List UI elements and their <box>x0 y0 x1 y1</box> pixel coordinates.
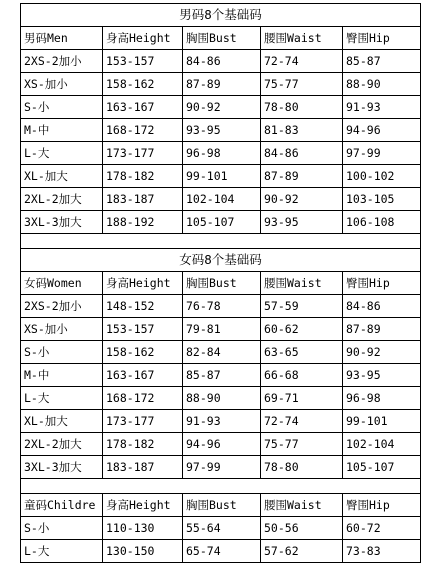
women-size-row <box>21 387 421 410</box>
men-table-cell: 100-102 <box>343 165 421 188</box>
section-spacer <box>21 234 421 249</box>
men-table-cell: 102-104 <box>183 188 261 211</box>
children-table-cell: L-大 <box>21 540 103 563</box>
women-size-row <box>21 456 421 479</box>
men-table-cell: 153-157 <box>103 50 183 73</box>
men-table-cell: 99-101 <box>183 165 261 188</box>
women-table-cell: 69-71 <box>261 387 343 410</box>
men-table-cell: 84-86 <box>183 50 261 73</box>
women-table-cell: 88-90 <box>183 387 261 410</box>
men-table-cell: 106-108 <box>343 211 421 234</box>
men-size-row <box>21 211 421 234</box>
children-table-cell: 65-74 <box>183 540 261 563</box>
men-table-cell: 158-162 <box>103 73 183 96</box>
men-table-cell: 173-177 <box>103 142 183 165</box>
women-table-cell: 57-59 <box>261 295 343 318</box>
women-header-cell: 身高Height <box>103 272 183 295</box>
women-table-cell: L-大 <box>21 387 103 410</box>
men-header-row <box>21 27 421 50</box>
men-section-title: 男码8个基础码 <box>21 4 421 27</box>
men-size-row <box>21 142 421 165</box>
women-table-cell: 87-89 <box>343 318 421 341</box>
men-table-cell: 183-187 <box>103 188 183 211</box>
men-table-cell: 81-83 <box>261 119 343 142</box>
women-table-cell: 2XS-2加小 <box>21 295 103 318</box>
women-table-cell: 96-98 <box>343 387 421 410</box>
women-table-cell: 178-182 <box>103 433 183 456</box>
women-header-cell: 女码Women <box>21 272 103 295</box>
men-table-cell: L-大 <box>21 142 103 165</box>
children-header-cell: 童码Childre <box>21 494 103 517</box>
women-table-cell: 105-107 <box>343 456 421 479</box>
men-table-cell: 87-89 <box>183 73 261 96</box>
women-table-cell: 63-65 <box>261 341 343 364</box>
women-table-cell: 90-92 <box>343 341 421 364</box>
men-table-cell: M-中 <box>21 119 103 142</box>
women-size-row <box>21 295 421 318</box>
women-table-cell: S-小 <box>21 341 103 364</box>
men-table-cell: 84-86 <box>261 142 343 165</box>
men-size-row <box>21 119 421 142</box>
men-header-cell: 臀围Hip <box>343 27 421 50</box>
women-header-cell: 胸围Bust <box>183 272 261 295</box>
women-table-cell: 99-101 <box>343 410 421 433</box>
men-table-cell: 93-95 <box>261 211 343 234</box>
women-table-cell: 66-68 <box>261 364 343 387</box>
children-table-cell: 57-62 <box>261 540 343 563</box>
men-table-cell: 3XL-3加大 <box>21 211 103 234</box>
children-table-cell: 60-72 <box>343 517 421 540</box>
women-table-cell: 79-81 <box>183 318 261 341</box>
men-table-cell: 90-92 <box>183 96 261 119</box>
children-size-row <box>21 540 421 563</box>
women-table-cell: 158-162 <box>103 341 183 364</box>
men-table-cell: 2XL-2加大 <box>21 188 103 211</box>
women-table-cell: 60-62 <box>261 318 343 341</box>
women-table-cell: 78-80 <box>261 456 343 479</box>
women-table-cell: 93-95 <box>343 364 421 387</box>
men-size-row <box>21 73 421 96</box>
men-table-cell: 75-77 <box>261 73 343 96</box>
men-table-cell: 163-167 <box>103 96 183 119</box>
women-table-cell: 102-104 <box>343 433 421 456</box>
women-table-cell: 72-74 <box>261 410 343 433</box>
women-section-title: 女码8个基础码 <box>21 249 421 272</box>
women-size-row <box>21 364 421 387</box>
men-size-row <box>21 165 421 188</box>
men-table-cell: 91-93 <box>343 96 421 119</box>
children-header-cell: 身高Height <box>103 494 183 517</box>
size-chart-table <box>20 3 421 563</box>
women-table-cell: 91-93 <box>183 410 261 433</box>
women-table-cell: 183-187 <box>103 456 183 479</box>
women-table-cell: 153-157 <box>103 318 183 341</box>
women-table-cell: XS-加小 <box>21 318 103 341</box>
men-size-row <box>21 96 421 119</box>
women-header-cell: 臀围Hip <box>343 272 421 295</box>
women-table-cell: 97-99 <box>183 456 261 479</box>
men-table-cell: 88-90 <box>343 73 421 96</box>
size-chart-sheet <box>20 3 420 563</box>
women-title-row <box>21 249 421 272</box>
children-header-row <box>21 494 421 517</box>
men-header-cell: 胸围Bust <box>183 27 261 50</box>
men-table-cell: 72-74 <box>261 50 343 73</box>
men-header-cell: 腰围Waist <box>261 27 343 50</box>
men-title-row <box>21 4 421 27</box>
women-table-cell: 2XL-2加大 <box>21 433 103 456</box>
men-table-cell: XL-加大 <box>21 165 103 188</box>
women-table-cell: 168-172 <box>103 387 183 410</box>
men-table-cell: 103-105 <box>343 188 421 211</box>
children-table-cell: 130-150 <box>103 540 183 563</box>
men-table-cell: 97-99 <box>343 142 421 165</box>
women-table-cell: 85-87 <box>183 364 261 387</box>
men-table-cell: 87-89 <box>261 165 343 188</box>
children-header-cell: 臀围Hip <box>343 494 421 517</box>
children-table-cell: 110-130 <box>103 517 183 540</box>
men-table-cell: 85-87 <box>343 50 421 73</box>
women-table-cell: 84-86 <box>343 295 421 318</box>
women-size-row <box>21 433 421 456</box>
men-size-row <box>21 188 421 211</box>
women-table-cell: 82-84 <box>183 341 261 364</box>
women-table-cell: 148-152 <box>103 295 183 318</box>
men-table-cell: 90-92 <box>261 188 343 211</box>
children-table-cell: 50-56 <box>261 517 343 540</box>
women-table-cell: 163-167 <box>103 364 183 387</box>
men-table-cell: S-小 <box>21 96 103 119</box>
men-table-cell: 178-182 <box>103 165 183 188</box>
men-table-cell: 78-80 <box>261 96 343 119</box>
women-table-cell: M-中 <box>21 364 103 387</box>
men-header-cell: 身高Height <box>103 27 183 50</box>
men-table-cell: 105-107 <box>183 211 261 234</box>
size-chart-body <box>21 4 421 563</box>
men-size-row <box>21 50 421 73</box>
men-header-cell: 男码Men <box>21 27 103 50</box>
men-table-cell: 96-98 <box>183 142 261 165</box>
section-spacer <box>21 479 421 494</box>
men-table-cell: 188-192 <box>103 211 183 234</box>
children-header-cell: 腰围Waist <box>261 494 343 517</box>
women-table-cell: 173-177 <box>103 410 183 433</box>
men-table-cell: 94-96 <box>343 119 421 142</box>
children-header-cell: 胸围Bust <box>183 494 261 517</box>
women-table-cell: XL-加大 <box>21 410 103 433</box>
women-size-row <box>21 341 421 364</box>
women-size-row <box>21 318 421 341</box>
women-header-row <box>21 272 421 295</box>
children-table-cell: S-小 <box>21 517 103 540</box>
women-table-cell: 3XL-3加大 <box>21 456 103 479</box>
women-table-cell: 94-96 <box>183 433 261 456</box>
women-size-row <box>21 410 421 433</box>
children-size-row <box>21 517 421 540</box>
children-table-cell: 55-64 <box>183 517 261 540</box>
women-table-cell: 76-78 <box>183 295 261 318</box>
children-table-cell: 73-83 <box>343 540 421 563</box>
men-table-cell: XS-加小 <box>21 73 103 96</box>
men-table-cell: 93-95 <box>183 119 261 142</box>
women-table-cell: 75-77 <box>261 433 343 456</box>
women-header-cell: 腰围Waist <box>261 272 343 295</box>
men-table-cell: 168-172 <box>103 119 183 142</box>
men-table-cell: 2XS-2加小 <box>21 50 103 73</box>
